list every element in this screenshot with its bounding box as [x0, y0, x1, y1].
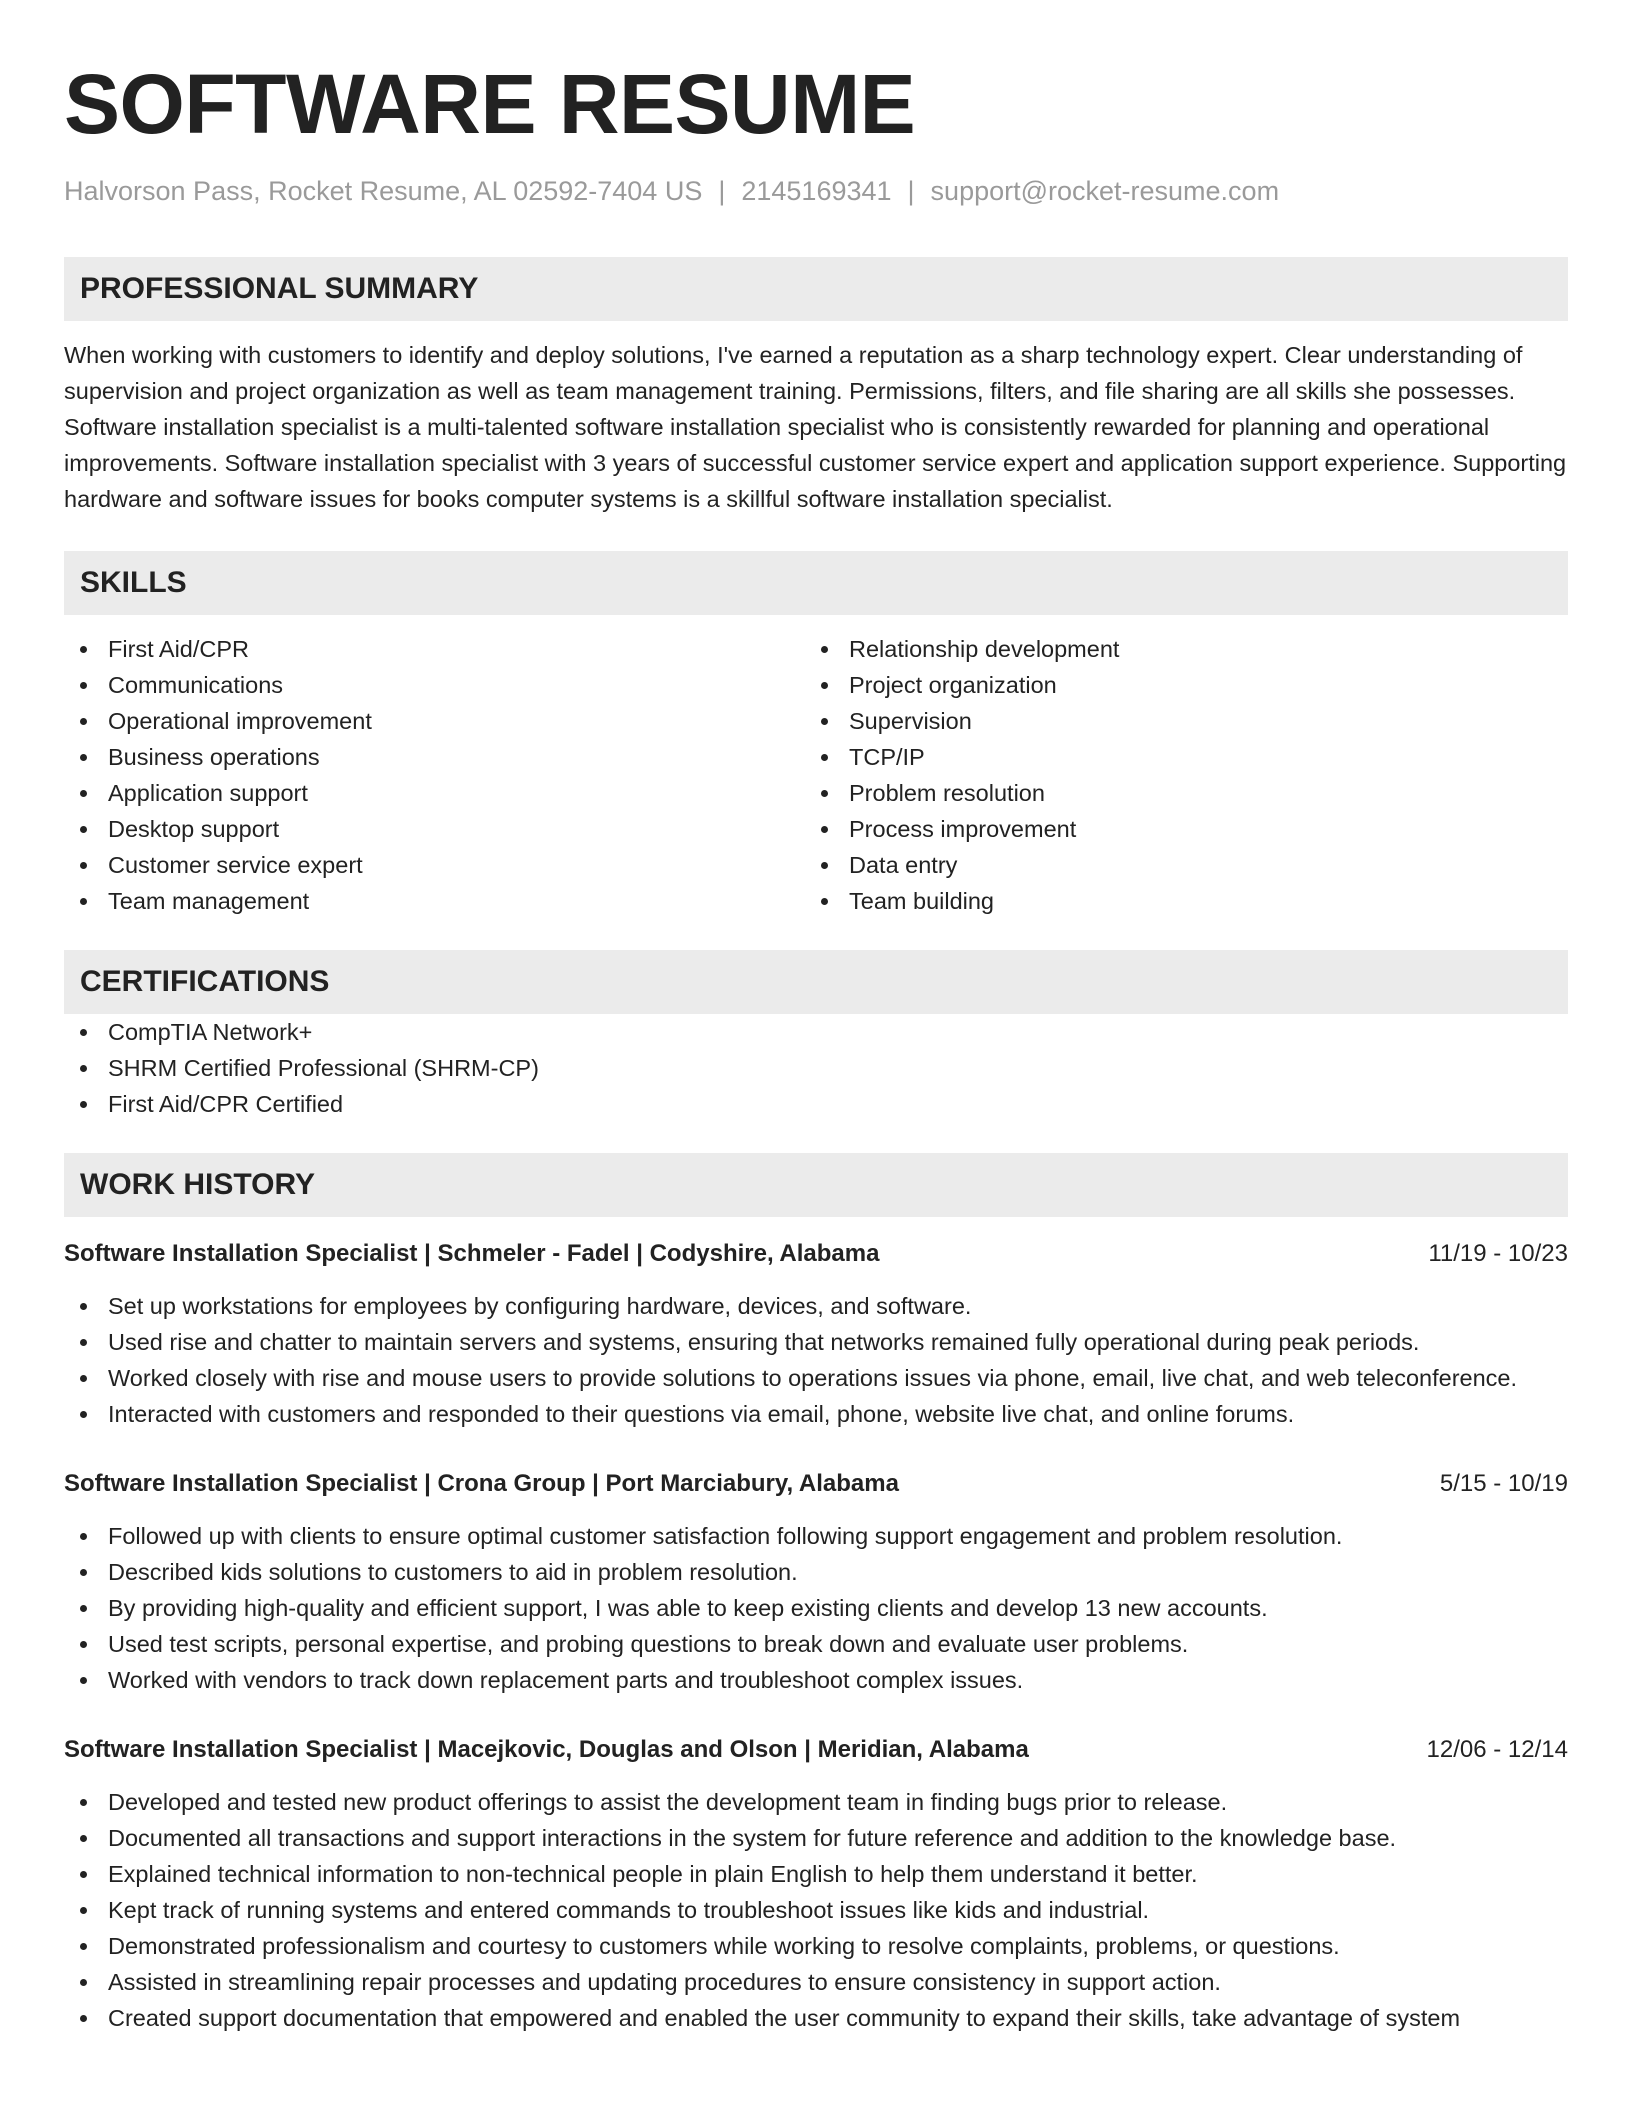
skill-item — [805, 703, 1546, 739]
bullet-icon — [80, 1799, 87, 1806]
skill-item — [805, 883, 1546, 919]
job-bullet — [64, 1288, 1568, 1324]
job-bullet-text: Developed and tested new product offerings to assist the development team in finding bugs prior to release. — [108, 1789, 1228, 1815]
bullet-icon — [80, 1533, 87, 1540]
job-bullets — [64, 1288, 1568, 1432]
skill-item — [64, 703, 805, 739]
contact-phone: 2145169341 — [741, 176, 892, 206]
skill-item-text: Application support — [108, 780, 308, 806]
job-bullet-text: Worked with vendors to track down replacement parts and troubleshoot complex issues. — [108, 1667, 1024, 1693]
job-dates: 11/19 - 10/23 — [1428, 1240, 1568, 1267]
skill-item-text: Problem resolution — [849, 780, 1045, 806]
certification-item — [64, 1014, 1568, 1050]
job-bullet-text: Assisted in streamlining repair processes and updating procedures to ensure consistency in support action. — [108, 1969, 1221, 1995]
job-dates: 12/06 - 12/14 — [1426, 1736, 1568, 1763]
bullet-icon — [821, 862, 828, 869]
skill-item-text: Supervision — [849, 708, 972, 734]
bullet-icon — [80, 862, 87, 869]
job-bullet — [64, 1892, 1568, 1928]
job-bullet-text: Worked closely with rise and mouse users to provide solutions to operations issues via phone, email, live chat, and web teleconference. — [108, 1365, 1518, 1391]
summary-text: When working with customers to identify and deploy solutions, I've earned a reputation as a sharp technology expert. Clear understanding of supervision and project organization as well as team management training. Permissions, filters, and file sharing are all skills she possesses. Software installation specialist is a multi-talented software installation specialist who is consistently rewarded for planning and operational improvements. Software installation specialist with 3 years of successful customer service expert and application support experience. Supporting hardware and software issues for books computer systems is a skillful software installation specialist. — [64, 342, 1567, 512]
job-entry — [64, 1732, 1568, 2036]
bullet-icon — [821, 754, 828, 761]
job-bullet-text: Interacted with customers and responded to their questions via email, phone, website live chat, and online forums. — [108, 1401, 1295, 1427]
job-bullet-text: Used test scripts, personal expertise, and probing questions to break down and evaluate user problems. — [108, 1631, 1189, 1657]
bullet-icon — [80, 646, 87, 653]
job-dates: 5/15 - 10/19 — [1439, 1470, 1568, 1497]
bullet-icon — [821, 826, 828, 833]
job-bullet-text: Followed up with clients to ensure optimal customer satisfaction following support engagement and problem resolution. — [108, 1523, 1343, 1549]
job-bullet — [64, 1784, 1568, 1820]
skill-item — [805, 667, 1546, 703]
bullet-icon — [80, 1029, 87, 1036]
certifications-heading: CERTIFICATIONS — [64, 950, 1568, 1014]
skill-item-text: Business operations — [108, 744, 320, 770]
bullet-icon — [821, 790, 828, 797]
certification-item — [64, 1086, 1568, 1122]
skill-item-text: Customer service expert — [108, 852, 363, 878]
skill-item-text: Communications — [108, 672, 284, 698]
bullet-icon — [80, 2015, 87, 2022]
job-bullet — [64, 1396, 1568, 1432]
summary-heading: PROFESSIONAL SUMMARY — [64, 257, 1568, 321]
bullet-icon — [821, 898, 828, 905]
skill-item-text: Relationship development — [849, 636, 1120, 662]
job-bullets — [64, 1784, 1568, 2036]
job-bullet — [64, 1856, 1568, 1892]
bullet-icon — [80, 1605, 87, 1612]
skill-item-text: Team management — [108, 888, 310, 914]
bullet-icon — [80, 1065, 87, 1072]
skill-item — [64, 883, 805, 919]
job-bullet — [64, 1662, 1568, 1698]
bullet-icon — [821, 718, 828, 725]
bullet-icon — [80, 1907, 87, 1914]
bullet-icon — [80, 1943, 87, 1950]
bullet-icon — [80, 1303, 87, 1310]
skill-item — [805, 811, 1546, 847]
job-bullet-text: Set up workstations for employees by configuring hardware, devices, and software. — [108, 1293, 972, 1319]
bullet-icon — [80, 1835, 87, 1842]
job-bullet-text: Used rise and chatter to maintain servers and systems, ensuring that networks remained fully operational during peak periods. — [108, 1329, 1420, 1355]
skill-item — [805, 631, 1546, 667]
certifications-list — [64, 1014, 1568, 1122]
job-header — [64, 1236, 1568, 1272]
job-bullet-text: Documented all transactions and support interactions in the system for future reference and addition to the knowledge base. — [108, 1825, 1397, 1851]
skill-item — [64, 667, 805, 703]
job-bullet-text: Created support documentation that empowered and enabled the user community to expand their skills, take advantage of system — [108, 2005, 1461, 2031]
skill-item-text: Operational improvement — [108, 708, 372, 734]
bullet-icon — [80, 898, 87, 905]
job-bullet — [64, 1518, 1568, 1554]
skill-item-text: Process improvement — [849, 816, 1077, 842]
skills-columns — [64, 631, 1568, 919]
skill-item-text: First Aid/CPR — [108, 636, 250, 662]
skill-item — [805, 775, 1546, 811]
skill-item-text: Data entry — [849, 852, 958, 878]
job-bullet-text: Kept track of running systems and entered commands to troubleshoot issues like kids and industrial. — [108, 1897, 1150, 1923]
skills-heading: SKILLS — [64, 551, 1568, 615]
bullet-icon — [821, 682, 828, 689]
certification-item — [64, 1050, 1568, 1086]
job-title: Software Installation Specialist | Macejkovic, Douglas and Olson | Meridian, Alabama — [64, 1736, 1029, 1763]
job-title: Software Installation Specialist | Schmeler - Fadel | Codyshire, Alabama — [64, 1240, 880, 1267]
job-bullet-text: Explained technical information to non-technical people in plain English to help them understand it better. — [108, 1861, 1198, 1887]
bullet-icon — [80, 1979, 87, 1986]
bullet-icon — [80, 1339, 87, 1346]
job-bullet — [64, 2000, 1568, 2036]
contact-separator: | — [907, 176, 915, 206]
skill-item — [64, 775, 805, 811]
job-bullet-text: By providing high-quality and efficient support, I was able to keep existing clients and develop 13 new accounts. — [108, 1595, 1268, 1621]
bullet-icon — [80, 1375, 87, 1382]
bullet-icon — [80, 1411, 87, 1418]
page-title: SOFTWARE RESUME — [64, 57, 916, 151]
job-bullet — [64, 1964, 1568, 2000]
skill-item-text: TCP/IP — [849, 744, 925, 770]
skills-list-right — [805, 631, 1546, 919]
job-bullet — [64, 1820, 1568, 1856]
job-bullet — [64, 1590, 1568, 1626]
job-bullet — [64, 1554, 1568, 1590]
skill-item-text: Project organization — [849, 672, 1057, 698]
skill-item-text: Team building — [849, 888, 995, 914]
job-entry — [64, 1236, 1568, 1432]
bullet-icon — [80, 1641, 87, 1648]
bullet-icon — [80, 1101, 87, 1108]
job-header — [64, 1732, 1568, 1768]
job-bullet-text: Described kids solutions to customers to aid in problem resolution. — [108, 1559, 798, 1585]
contact-line — [64, 176, 1568, 207]
job-bullet — [64, 1928, 1568, 1964]
bullet-icon — [80, 682, 87, 689]
skill-item — [805, 847, 1546, 883]
job-entry — [64, 1466, 1568, 1698]
skill-item-text: Desktop support — [108, 816, 280, 842]
certification-item-text: SHRM Certified Professional (SHRM-CP) — [108, 1055, 539, 1081]
bullet-icon — [80, 1569, 87, 1576]
bullet-icon — [80, 826, 87, 833]
job-bullet — [64, 1626, 1568, 1662]
skill-item — [64, 739, 805, 775]
skill-item — [64, 631, 805, 667]
bullet-icon — [80, 1871, 87, 1878]
contact-separator: | — [718, 176, 726, 206]
job-bullet-text: Demonstrated professionalism and courtesy to customers while working to resolve complaints, problems, or questions. — [108, 1933, 1340, 1959]
bullet-icon — [80, 754, 87, 761]
job-title: Software Installation Specialist | Crona Group | Port Marciabury, Alabama — [64, 1470, 899, 1497]
bullet-icon — [80, 1677, 87, 1684]
skill-item — [64, 847, 805, 883]
certification-item-text: First Aid/CPR Certified — [108, 1091, 344, 1117]
skill-item — [64, 811, 805, 847]
job-bullet — [64, 1360, 1568, 1396]
work-history-list — [64, 1236, 1568, 2036]
bullet-icon — [80, 790, 87, 797]
contact-address: Halvorson Pass, Rocket Resume, AL 02592-7404 US — [64, 176, 703, 206]
job-header — [64, 1466, 1568, 1502]
work-history-heading: WORK HISTORY — [64, 1153, 1568, 1217]
skills-list-left — [64, 631, 805, 919]
job-bullets — [64, 1518, 1568, 1698]
contact-email: support@rocket-resume.com — [930, 176, 1280, 206]
bullet-icon — [821, 646, 828, 653]
job-bullet — [64, 1324, 1568, 1360]
bullet-icon — [80, 718, 87, 725]
certification-item-text: CompTIA Network+ — [108, 1019, 313, 1045]
skill-item — [805, 739, 1546, 775]
